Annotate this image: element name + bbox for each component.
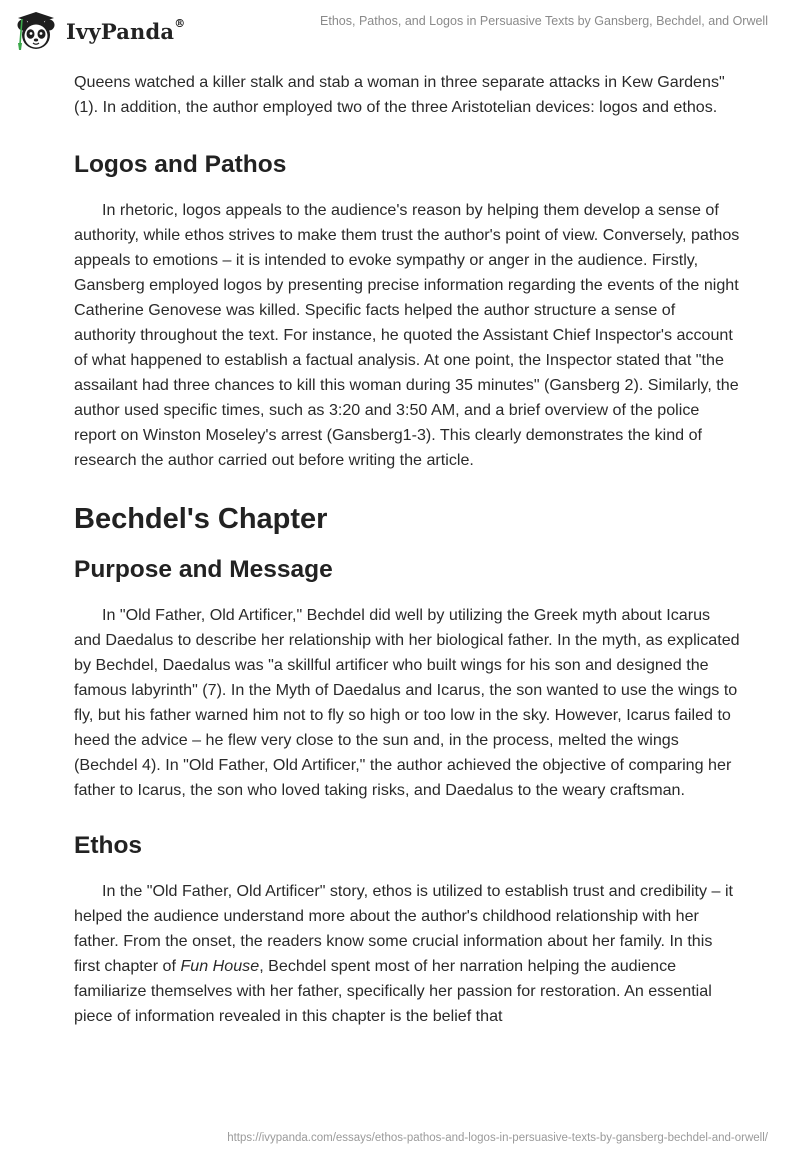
heading-purpose-and-message: Purpose and Message <box>74 556 333 583</box>
logo-wordmark: IvyPanda® <box>66 16 186 44</box>
intro-paragraph: Queens watched a killer stalk and stab a woman in three separate attacks in Kew Gardens" (1). In addition, the author employed two of the three Aristotelian devices: logos and ethos. <box>74 73 725 116</box>
document-title: Ethos, Pathos, and Logos in Persuasive Texts by Gansberg, Bechdel, and Orwell <box>320 14 768 28</box>
heading-logos-and-pathos: Logos and Pathos <box>74 151 287 178</box>
ethos-paragraph <box>74 879 740 1029</box>
panda-graduate-icon <box>14 10 60 52</box>
ivypanda-logo[interactable] <box>14 10 185 52</box>
heading-bechdels-chapter: Bechdel's Chapter <box>74 503 328 535</box>
source-url[interactable]: https://ivypanda.com/essays/ethos-pathos-and-logos-in-persuasive-texts-by-gansberg-bechdel-and-orwell/ <box>227 1132 768 1144</box>
heading-ethos: Ethos <box>74 832 143 859</box>
essay-body <box>74 70 740 1029</box>
logos-pathos-paragraph: In rhetoric, logos appeals to the audience's reason by helping them develop a sense of authority, while ethos strives to make them trust the author's point of view. Conversely, pathos appeals to emotions – it is intended to evoke sympathy or anger in the audience. Firstly, Gansberg employed logos by presenting precise information regarding the events of the night Catherine Genovese was killed. Specific facts helped the author structure a sense of authority throughout the text. For instance, he quoted the Assistant Chief Inspector's account of what happened to establish a factual analysis. At one point, the Inspector stated that "the assailant had three chances to kill this woman during 35 minutes" (Gansberg 2). Similarly, the author used specific times, such as 3:20 and 3:50 AM, and a brief overview of the police report on Winston Moseley's arrest (Gansberg1-3). This clearly demonstrates the kind of research the author carried out before writing the article. <box>74 201 740 469</box>
purpose-message-paragraph: In "Old Father, Old Artificer," Bechdel did well by utilizing the Greek myth about Icarus and Daedalus to describe her relationship with her biological father. In the myth, as explicated by Bechdel, Daedalus was "a skillful artificer who built wings for his son and designed the famous labyrinth" (7). In the Myth of Daedalus and Icarus, the son wanted to use the wings to fly, but his father warned him not to fly so high or too low in the sky. However, Icarus failed to heed the advice – he flew very close to the sun and, in the process, melted the wings (Bechdel 4). In "Old Father, Old Artificer," the author achieved the objective of comparing her father to Icarus, the son who loved taking risks, and Daedalus to the weary craftsman. <box>74 606 740 799</box>
ethos-text-part2: , Bechdel spent most of her narration helping the audience familiarize themselves with her father, specifically her passion for restoration. An essential piece of information revealed in this chapter is the belief that <box>74 957 712 1025</box>
ethos-text-part1: In the "Old Father, Old Artificer" story, ethos is utilized to establish trust and credibility – it helped the audience understand more about the author's childhood relationship with her father. From the onset, the readers know some crucial information about her family. In this first chapter of <box>74 882 734 975</box>
page-header <box>0 0 800 60</box>
book-title-fun-house: Fun House <box>180 957 260 975</box>
